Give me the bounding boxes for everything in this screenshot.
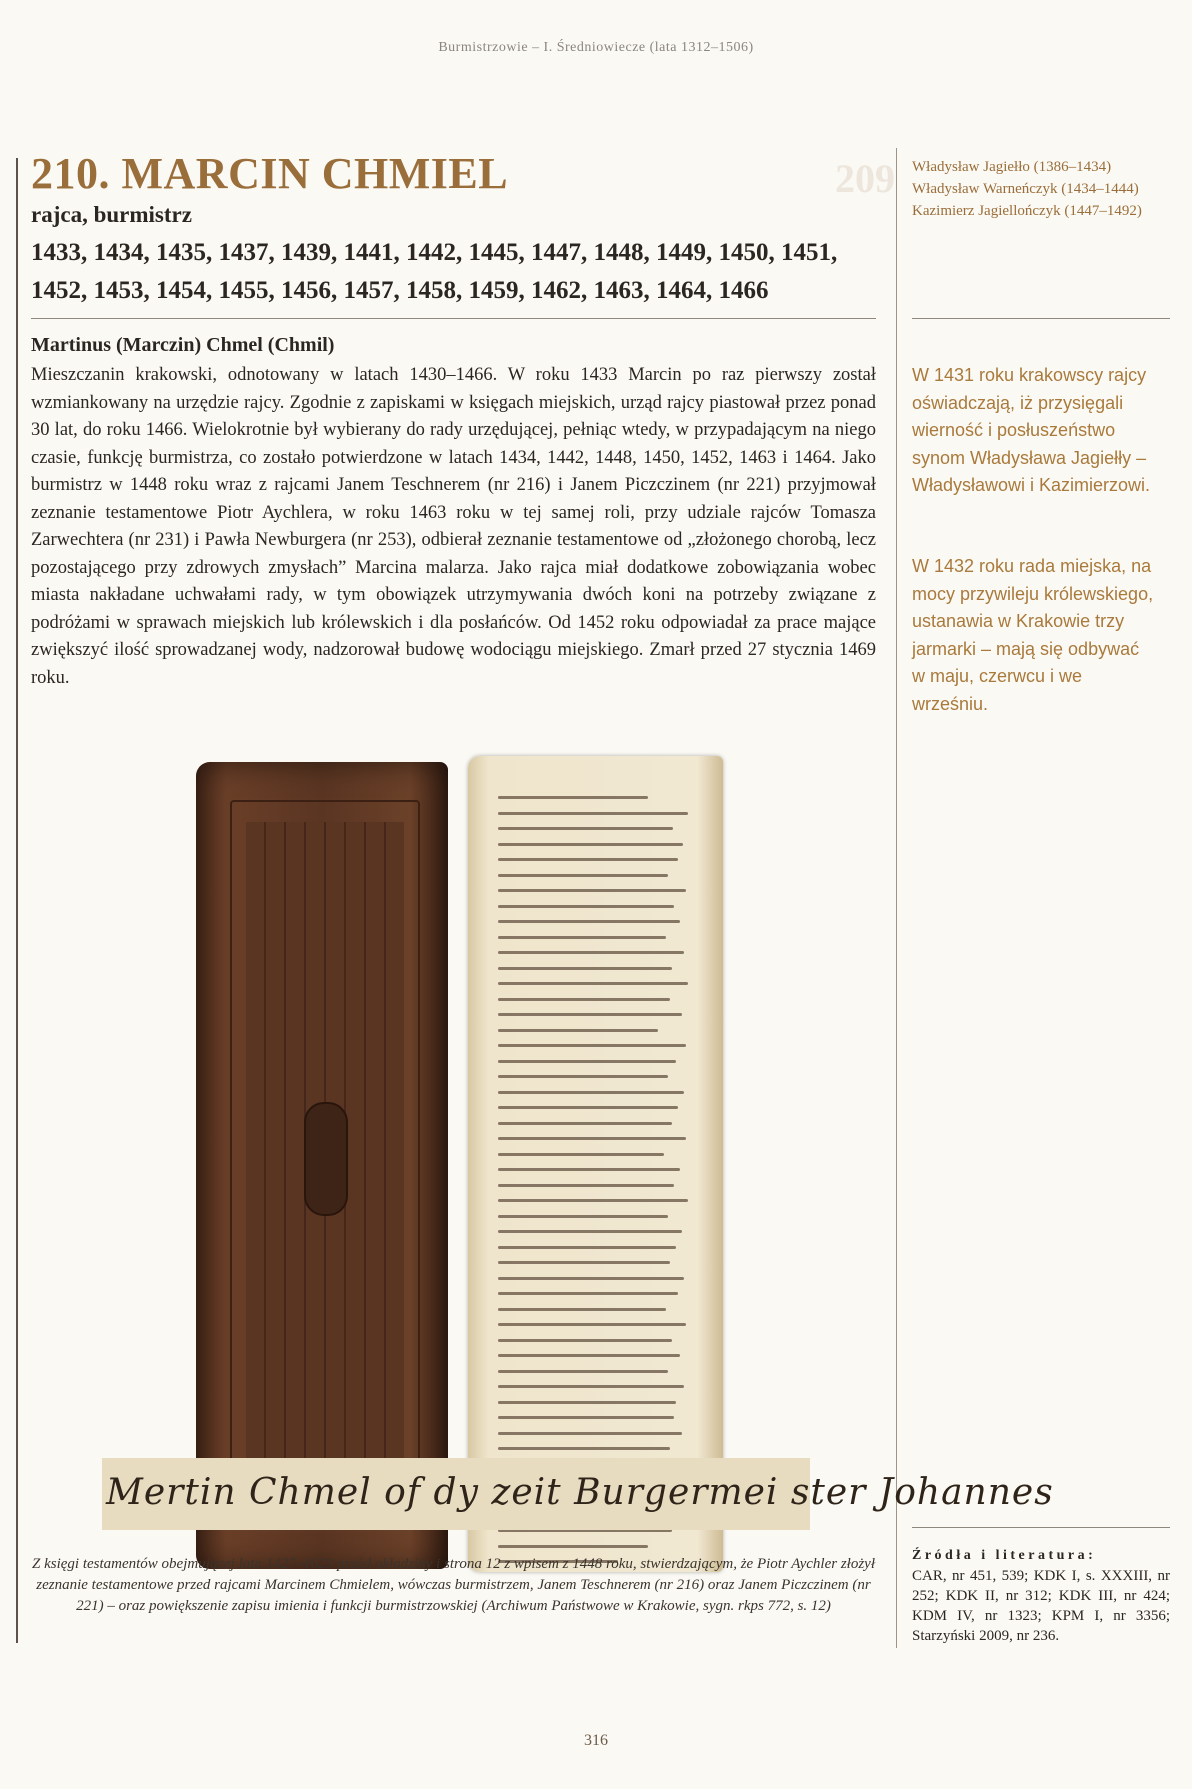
manuscript-script-line [498, 1075, 668, 1078]
manuscript-script-line [498, 889, 686, 892]
manuscript-script-line [498, 1137, 686, 1140]
manuscript-script-line [498, 936, 666, 939]
entry-role: rajca, burmistrz [31, 202, 192, 227]
manuscript-script-line [498, 1122, 672, 1125]
sidebar-note-1432: W 1432 roku rada miejska, na mocy przywileju królewskiego, ustanawia w Krakowie trzy jarmarki – mają się odbywać w maju, czerwcu i we wrześniu. [912, 556, 1154, 714]
manuscript-script-line [498, 1308, 666, 1311]
sources-rule [912, 1527, 1170, 1528]
show-through-ghost-text: 209 [835, 156, 895, 201]
manuscript-script-line [498, 1184, 674, 1187]
manuscript-script-line [498, 1230, 682, 1233]
manuscript-script-line [498, 843, 683, 846]
ruler-item: Władysław Warneńczyk (1434–1444) [912, 181, 1139, 197]
manuscript-script-line [498, 1168, 680, 1171]
column-divider [896, 148, 897, 1648]
manuscript-script-line [498, 1261, 670, 1264]
sidebar-separator [912, 318, 1170, 319]
manuscript-script-line [498, 827, 673, 830]
rulers-list [912, 156, 1172, 222]
manuscript-script-line [498, 1292, 678, 1295]
manuscript-script-line [498, 874, 668, 877]
sources-text: CAR, nr 451, 539; KDK I, s. XXXIII, nr 252; KDK II, nr 312; KDK III, nr 424; KDM IV, nr 1323; KPM I, nr 3356; Starzyński 2009, nr 236. [912, 1568, 1170, 1644]
entry-title: 210. MARCIN CHMIEL [31, 149, 509, 198]
manuscript-script-line [498, 1385, 684, 1388]
manuscript-script-line [498, 812, 688, 815]
manuscript-script-line [498, 1277, 684, 1280]
name-heading: Martinus (Marczin) Chmel (Chmil) [31, 334, 335, 356]
figure-caption: Z księgi testamentów obejmującej lata 1427–1623 przód okładziny i strona 12 z wpisem z 1448 roku, stwierdzającym, że Piotr Aychler złożył zeznanie testamentowe przed rajcami Marcinem Chmielem, wówczas burmistrzem, Janem Teschnerem (nr 216) oraz Janem Piczczinem (nr 221) – oraz powiększenie zapisu imienia i funkcji burmistrzowskiej (Archiwum Państwowe w Krakowie, sygn. rkps 772, s. 12) [31, 1556, 875, 1614]
manuscript-script-line [498, 1339, 672, 1342]
sources-title: Źródła i literatura: [912, 1548, 1097, 1563]
manuscript-script-line [498, 1447, 670, 1450]
manuscript-script-line [498, 1416, 674, 1419]
manuscript-script-line [498, 796, 648, 799]
manuscript-script-line [498, 1215, 668, 1218]
title-separator [31, 318, 876, 319]
cover-medallion [304, 1102, 348, 1216]
manuscript-detail-script: Mertin Chmel of dy zeit Burgermei ster Johannes [106, 1472, 1054, 1513]
ruler-item: Władysław Jagiełło (1386–1434) [912, 159, 1112, 175]
manuscript-script-line [498, 1545, 648, 1548]
entry-years: 1433, 1434, 1435, 1437, 1439, 1441, 1442, 1445, 1447, 1448, 1449, 1450, 1451, 1452, 1453, 1454, 1455, 1456, 1457, 1458, 1459, 1462, 1463, 1464, 1466 [31, 239, 838, 304]
sidebar-note-1431: W 1431 roku krakowscy rajcy oświadczają, iż przysięgali wierność i posłuszeństwo synom Władysława Jagiełły – Władysławowi i Kazimierzowi. [912, 365, 1151, 495]
biography-text: Mieszczanin krakowski, odnotowany w latach 1430–1466. W roku 1433 Marcin po raz pierwszy został wzmiankowany na urzędzie rajcy. Zgodnie z zapiskami w księgach miejskich, urząd rajcy piastował przez ponad 30 lat, do roku 1466. Wielokrotnie był wybierany do rady urzędującej, pełniąc wtedy, w przypadającym na niego czasie, funkcję burmistrza, co zostało potwierdzone w latach 1434, 1442, 1448, 1450, 1452, 1463 i 1464. Jako burmistrz w 1448 roku wraz z rajcami Janem Teschnerem (nr 216) i Janem Piczczinem (nr 221) przyjmował zeznanie testamentowe Piotr Aychlera, w roku 1463 roku w tej samej roli, przy udziale rajców Tomasza Zarwechtera (nr 231) i Pawła Newburgera (nr 253), odbierał zeznanie testamentowe od „złożonego chorobą, lecz pozostającego przy zdrowych zmysłach” Marcina malarza. Jako rajca miał dodatkowe zobowiązania wobec miasta nakładane uchwałami rady, w tym obowiązek utrzymywania dwóch koni na potrzeby związane z podróżami w sprawach miejskich lub królewskich i dla posłańców. Od 1452 roku odpowiadał za prace mające zwiększyć ilość sprowadzanej wody, nadzorował budowę wodociągu miejskiego. Zmarł przed 27 stycznia 1469 roku. [31, 365, 876, 688]
page-number: 316 [584, 1732, 608, 1749]
manuscript-script-line [498, 1029, 658, 1032]
manuscript-script-line [498, 967, 672, 970]
book-cover-image [196, 762, 448, 1569]
manuscript-script-line [498, 1091, 684, 1094]
manuscript-script-line [498, 1153, 664, 1156]
manuscript-script-line [498, 1060, 676, 1063]
manuscript-script-line [498, 1013, 682, 1016]
manuscript-script-line [498, 1370, 668, 1373]
manuscript-script-line [498, 1246, 676, 1249]
manuscript-script-line [498, 982, 688, 985]
manuscript-script-line [498, 920, 680, 923]
manuscript-script-line [498, 951, 684, 954]
manuscript-script-line [498, 1323, 686, 1326]
running-head: Burmistrzowie – I. Średniowiecze (lata 1312–1506) [438, 40, 754, 55]
manuscript-script-line [498, 1401, 676, 1404]
manuscript-detail-image [102, 1458, 1054, 1530]
manuscript-page-image [468, 756, 723, 1572]
manuscript-script-line [498, 1432, 682, 1435]
manuscript-script-line [498, 1199, 688, 1202]
manuscript-script-line [498, 858, 678, 861]
manuscript-script-line [498, 998, 670, 1001]
manuscript-script-line [498, 1044, 686, 1047]
manuscript-script-line [498, 905, 674, 908]
ruler-item: Kazimierz Jagiellończyk (1447–1492) [912, 203, 1142, 219]
sources-block [912, 1546, 1170, 1646]
manuscript-script-line [498, 1106, 678, 1109]
left-margin-rule [16, 158, 18, 1643]
manuscript-script-line [498, 1354, 680, 1357]
